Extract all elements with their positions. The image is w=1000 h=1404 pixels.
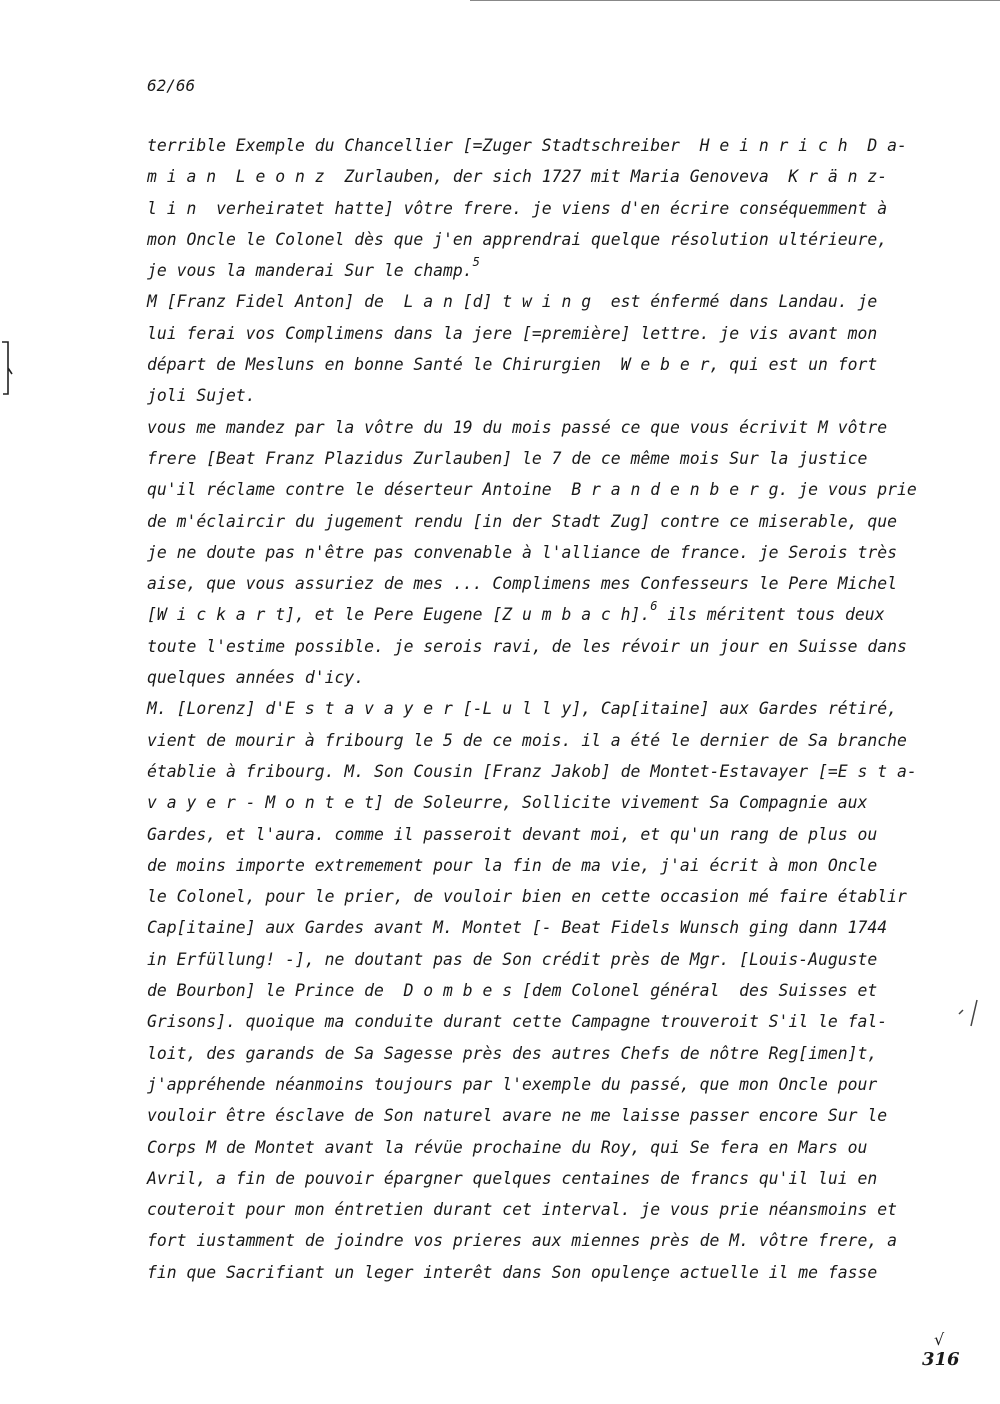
- letter-body: [147, 130, 937, 1288]
- text-segment: l i n verheiratet hatte] vôtre frere. je viens d'en écrire conséquemment à: [147, 198, 888, 218]
- text-segment: M [Franz Fidel Anton] de L a n [d] t w i n g est énfermé dans Landau. je: [147, 292, 878, 312]
- text-line: [147, 224, 937, 255]
- text-line: [147, 975, 937, 1006]
- text-segment: Avril, a fin de pouvoir épargner quelques centaines de francs qu'il lui en: [147, 1168, 878, 1188]
- text-segment: de Bourbon] le Prince de D o m b e s [dem Colonel général des Suisses et: [147, 981, 878, 1001]
- text-line: [147, 1100, 937, 1131]
- text-segment: j'appréhende néanmoins toujours par l'exemple du passé, que mon Oncle pour: [147, 1074, 878, 1094]
- text-line: [147, 193, 937, 224]
- text-line: [147, 255, 937, 286]
- text-segment: le Colonel, pour le prier, de vouloir bien en cette occasion mé faire établir: [147, 887, 907, 907]
- text-line: [147, 568, 937, 599]
- text-line: [147, 286, 937, 317]
- text-line: [147, 349, 937, 380]
- text-segment: m i a n L e o n z Zurlauben, der sich 1727 mit Maria Genoveva K r ä n z-: [147, 167, 888, 187]
- text-line: [147, 1038, 937, 1069]
- text-segment: in Erfüllung! -], ne doutant pas de Son crédit près de Mgr. [Louis-Auguste: [147, 949, 878, 969]
- text-segment: ils méritent tous deux: [657, 605, 885, 625]
- text-segment: toute l'estime possible. je serois ravi, de les révoir un jour en Suisse dans: [147, 636, 907, 656]
- text-segment: Cap[itaine] aux Gardes avant M. Montet [- Beat Fidels Wunsch ging dann 1744: [147, 918, 888, 938]
- folio-number: [922, 1330, 960, 1370]
- text-line: [147, 1163, 937, 1194]
- text-line: [147, 318, 937, 349]
- margin-pencil-mark: [955, 998, 985, 1028]
- text-line: [147, 819, 937, 850]
- text-line: [147, 1194, 937, 1225]
- text-line: [147, 756, 937, 787]
- text-segment: terrible Exemple du Chancellier [=Zuger Stadtschreiber H e i n r i c h D a-: [147, 136, 907, 155]
- text-line: [147, 506, 937, 537]
- text-line: [147, 1257, 937, 1288]
- text-line: [147, 662, 937, 693]
- text-line: [147, 537, 937, 568]
- text-line: [147, 1069, 937, 1100]
- text-segment: vient de mourir à fribourg le 5 de ce mois. il a été le dernier de Sa branche: [147, 730, 907, 750]
- margin-bracket-mark: [0, 338, 14, 398]
- text-segment: Gardes, et l'aura. comme il passeroit devant moi, et qu'un rang de plus ou: [147, 824, 878, 844]
- text-segment: je vous la manderai Sur le champ.: [147, 261, 473, 281]
- text-segment: fort iustamment de joindre vos prieres aux miennes près de M. vôtre frere, a: [147, 1231, 897, 1251]
- footnote-marker: 6: [650, 599, 658, 614]
- text-segment: quelques années d'icy.: [147, 668, 365, 688]
- text-line: [147, 944, 937, 975]
- text-line: [147, 443, 937, 474]
- text-segment: je ne doute pas n'être pas convenable à l'alliance de france. je Serois très: [147, 542, 897, 562]
- text-line: [147, 474, 937, 505]
- text-segment: aise, que vous assuriez de mes ... Complimens mes Confesseurs le Pere Michel: [147, 574, 897, 594]
- text-segment: vouloir être ésclave de Son naturel avare ne me laisse passer encore Sur le: [147, 1106, 888, 1126]
- text-segment: fin que Sacrifiant un leger interêt dans Son opulençe actuelle il me fasse: [147, 1262, 878, 1282]
- page-number: 62/66: [147, 76, 196, 95]
- text-segment: joli Sujet.: [147, 386, 256, 406]
- text-line: [147, 912, 937, 943]
- text-segment: loit, des garands de Sa Sagesse près des autres Chefs de nôtre Reg[imen]t,: [147, 1043, 878, 1063]
- text-line: [147, 380, 937, 411]
- text-line: [147, 412, 937, 443]
- text-segment: Corps M de Montet avant la révüe prochaine du Roy, qui Se fera en Mars ou: [147, 1137, 868, 1157]
- folio-check-mark: √: [934, 1330, 945, 1349]
- text-line: [147, 1006, 937, 1037]
- text-segment: M. [Lorenz] d'E s t a v a y e r [-L u l l y], Cap[itaine] aux Gardes rétiré,: [147, 699, 897, 719]
- text-segment: départ de Mesluns en bonne Santé le Chirurgien W e b e r, qui est un fort: [147, 355, 878, 375]
- text-segment: Grisons]. quoique ma conduite durant cette Campagne trouveroit S'il le fal-: [147, 1012, 888, 1032]
- text-segment: établie à fribourg. M. Son Cousin [Franz Jakob] de Montet-Estavayer [=E s t a-: [147, 761, 917, 781]
- text-line: [147, 787, 937, 818]
- text-line: [147, 599, 937, 630]
- text-line: [147, 161, 937, 192]
- text-line: [147, 725, 937, 756]
- text-segment: lui ferai vos Complimens dans la jere [=première] lettre. je vis avant mon: [147, 323, 878, 343]
- text-segment: de m'éclaircir du jugement rendu [in der Stadt Zug] contre ce miserable, que: [147, 511, 897, 531]
- text-segment: qu'il réclame contre le déserteur Antoine B r a n d e n b e r g. je vous prie: [147, 480, 917, 500]
- text-segment: v a y e r - M o n t e t] de Soleurre, Sollicite vivement Sa Compagnie aux: [147, 793, 868, 813]
- text-segment: frere [Beat Franz Plazidus Zurlauben] le 7 de ce même mois Sur la justice: [147, 448, 868, 468]
- text-line: [147, 850, 937, 881]
- text-line: [147, 1132, 937, 1163]
- text-segment: de moins importe extremement pour la fin de ma vie, j'ai écrit à mon Oncle: [147, 855, 878, 875]
- text-segment: vous me mandez par la vôtre du 19 du mois passé ce que vous écrivit M vôtre: [147, 417, 888, 437]
- text-line: [147, 130, 937, 161]
- footnote-marker: 5: [472, 255, 480, 270]
- text-line: [147, 1225, 937, 1256]
- text-segment: mon Oncle le Colonel dès que j'en apprendrai quelque résolution ultérieure,: [147, 229, 888, 249]
- text-line: [147, 693, 937, 724]
- text-line: [147, 881, 937, 912]
- text-line: [147, 631, 937, 662]
- text-segment: couteroit pour mon éntretien durant cet interval. je vous prie néansmoins et: [147, 1200, 897, 1220]
- folio-value: 316: [922, 1349, 960, 1370]
- text-segment: [W i c k a r t], et le Pere Eugene [Z u m b a c h].: [147, 605, 651, 625]
- top-edge-rule: [470, 0, 1000, 1]
